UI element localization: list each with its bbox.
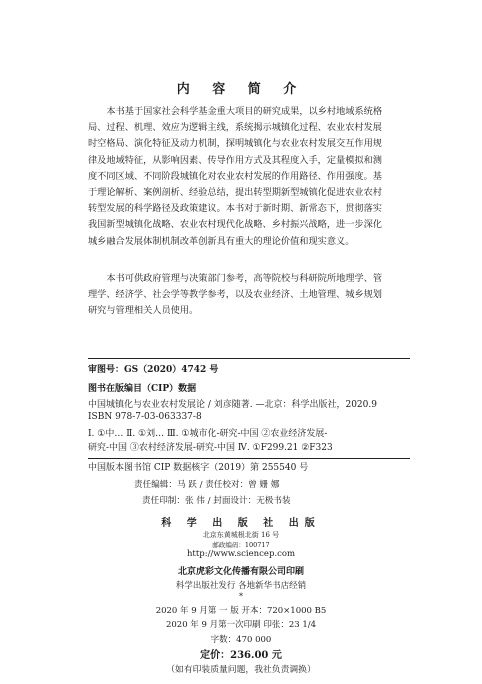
divider <box>88 458 410 459</box>
quality-note: （如有印装质量问题，我社负责调换） <box>166 665 316 675</box>
summary-line: 转型发展的科学路径及政策建议。本书对于新时期、新常态下，贯彻落实 <box>88 203 382 215</box>
audience-paragraph <box>88 271 404 320</box>
summary-line: 时空格局、演化特征及动力机制，探明城镇化与农业农村发展交互作用规 <box>88 138 382 150</box>
summary-line: 我国新型城镇化战略、农业农村现代化战略、乡村振兴战略，进一步深化 <box>88 219 382 231</box>
summary-line: 本书基于国家社会科学基金重大项目的研究成果，以乡村地域系统格 <box>106 106 383 117</box>
summary-line: 局、过程、机理、效应为逻辑主线，系统揭示城镇化过程、农业农村发展 <box>88 122 382 134</box>
edition-line: 2020 年 9 月第 一 版 开本：720×1000 B5 <box>155 606 327 616</box>
printing-credits: 责任印制：张 伟 / 封面设计：无极书装 <box>142 496 291 506</box>
audience-line: 理学、经济学、社会学等教学参考，以及农业经济、土地管理、城乡规划 <box>88 289 382 301</box>
publisher-address: 北京东黄城根北街 16 号 <box>202 531 280 539</box>
audience-line: 研究与管理相关人员使用。 <box>88 305 199 317</box>
page-title: 内 容 简 介 <box>176 82 306 97</box>
publisher-postcode: 邮政编码：100717 <box>212 541 270 549</box>
editor-credits: 责任编辑：马 跃 / 责任校对：曾 姗 娜 <box>134 480 280 490</box>
cip-classification-line: Ⅰ. ①中… Ⅱ. ①刘… Ⅲ. ①城市化-研究-中国 ②农业经济发展- <box>88 429 328 439</box>
audience-line: 本书可供政府管理与决策部门参考，高等院校与科研院所地理学、管 <box>106 273 383 284</box>
cip-heading: 图书在版编目（CIP）数据 <box>88 384 197 394</box>
cip-title-line: 中国城镇化与农业农村发展论 / 刘彦随著. —北京：科学出版社，2020.9 <box>88 400 377 410</box>
summary-line: 律及地域特征，从影响因素、传导作用方式及其程度入手，定量模拟和测 <box>88 154 382 166</box>
cip-isbn: ISBN 978-7-03-063337-8 <box>88 412 202 422</box>
summary-line: 度不同区域、不同阶段城镇化对农业农村发展的作用路径、作用强度。基 <box>88 170 382 182</box>
map-review-number: 审图号：GS（2020）4742 号 <box>88 365 219 375</box>
publisher-name: 科 学 出 版 社 出版 <box>161 518 321 529</box>
word-count: 字数：470 000 <box>210 635 272 645</box>
cip-classification-line: 研究-中国 ③农村经济发展-研究-中国 Ⅳ. ①F299.21 ②F323 <box>88 443 333 453</box>
divider <box>88 358 410 359</box>
cip-data-number: 中国版本图书馆 CIP 数据核字（2019）第 255540 号 <box>88 463 309 473</box>
summary-line: 城乡融合发展体制机制改革创新具有重大的理论价值和现实意义。 <box>88 235 355 247</box>
publisher-url: http://www.sciencep.com <box>186 549 296 559</box>
price: 定价：236.00 元 <box>200 650 282 661</box>
summary-line: 于理论解析、案例剖析、经验总结，提出转型期新型城镇化促进农业农村 <box>88 187 382 199</box>
separator-star: * <box>239 592 243 601</box>
printer-name: 北京虎彩文化传播有限公司印刷 <box>177 567 304 577</box>
printing-line: 2020 年 9 月第一次印刷 印张：23 1/4 <box>165 620 317 630</box>
distribution-line: 科学出版社发行 各地新华书店经销 <box>175 581 307 591</box>
summary-paragraph <box>88 104 404 250</box>
